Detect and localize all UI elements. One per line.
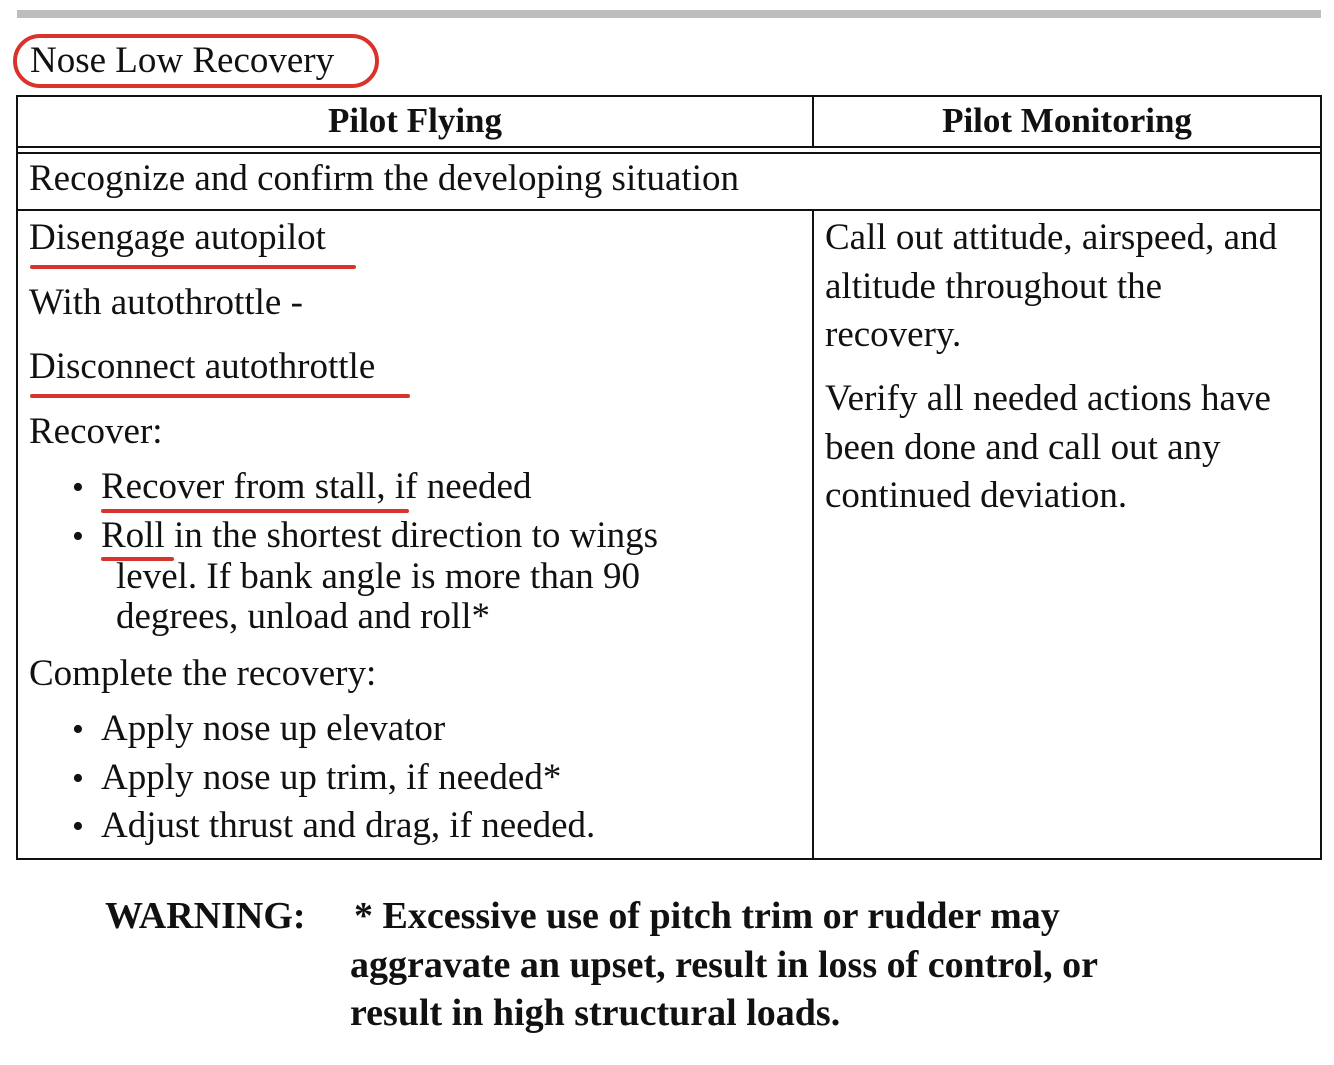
header-pilot-flying: Pilot Flying [327,101,503,140]
monitoring-callout-line1: Call out attitude, airspeed, and [825,217,1278,258]
procedure-table [16,95,1322,860]
bullet-glyph: • [72,518,84,555]
recover-roll-underlined: Roll [101,515,165,556]
bullet-glyph: • [72,760,84,797]
recover-label: Recover: [29,411,163,452]
warning-label: WARNING: [105,895,306,937]
underline-disconnect-autothrottle [30,394,410,398]
page-title: Nose Low Recovery [30,40,335,81]
recover-roll-line3: degrees, unload and roll* [116,596,490,637]
step-disengage-autopilot: Disengage autopilot [29,217,326,258]
monitoring-verify-line2: been done and call out any [825,427,1221,468]
warning-line3: result in high structural loads. [350,992,841,1034]
header-pilot-monitoring: Pilot Monitoring [942,101,1192,140]
bullet-glyph: • [72,808,84,845]
top-rule [17,10,1321,18]
monitoring-callout-line3: recovery. [825,314,962,355]
monitoring-callout-line2: altitude throughout the [825,266,1163,307]
bullet-glyph: • [72,711,84,748]
recover-bullet-roll [101,516,658,556]
step-disconnect-autothrottle: Disconnect autothrottle [29,346,376,387]
recover-stall-rest: if needed [385,466,532,507]
monitoring-verify-line3: continued deviation. [825,475,1128,516]
complete-label: Complete the recovery: [29,653,377,694]
complete-bullet-thrust: Adjust thrust and drag, if needed. [101,805,596,846]
column-divider-body [812,209,814,860]
recover-roll-line2: level. If bank angle is more than 90 [116,556,640,597]
warning-line2: aggravate an upset, result in loss of control, or [350,944,1099,986]
spanning-row-text: Recognize and confirm the developing situation [29,158,739,199]
recover-bullet-stall [101,467,531,507]
complete-bullet-elevator: Apply nose up elevator [101,708,446,749]
complete-bullet-trim: Apply nose up trim, if needed* [101,757,562,798]
table-border-bottom [16,858,1322,860]
spanning-row-rule [16,209,1322,211]
header-rule-1 [16,146,1322,148]
title-circle-annotation [13,34,379,88]
underline-recover-from-stall [101,509,409,513]
bullet-glyph: • [72,469,84,506]
warning-line1: * Excessive use of pitch trim or rudder may [354,895,1060,937]
header-rule-2 [16,152,1322,154]
recover-roll-rest: in the shortest direction to wings [164,515,659,556]
table-border-top [16,95,1322,97]
recover-stall-underlined: Recover from stall, [101,466,386,507]
monitoring-verify-line1: Verify all needed actions have [825,378,1271,419]
step-with-autothrottle: With autothrottle - [29,282,303,323]
underline-disengage-autopilot [30,265,356,269]
